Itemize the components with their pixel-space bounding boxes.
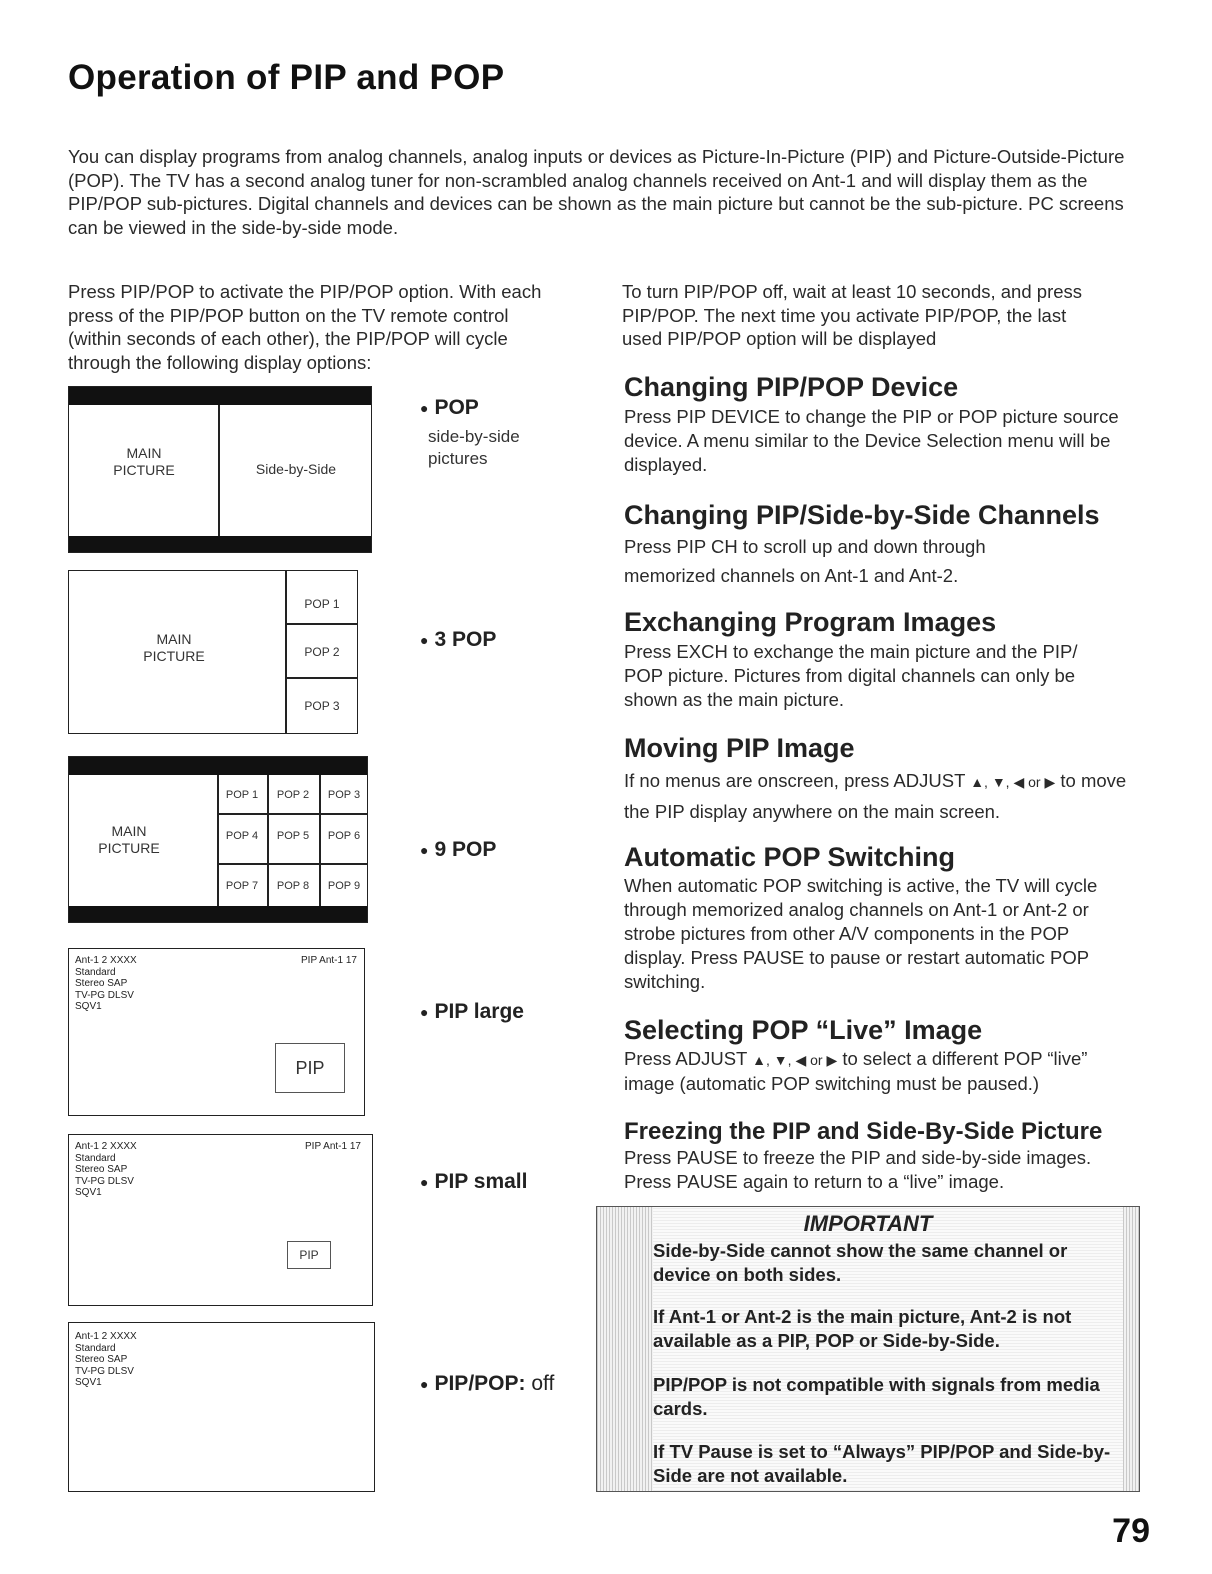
divider (285, 623, 357, 625)
activate-instructions: Press PIP/POP to activate the PIP/POP option. With each press of the PIP/POP button on the TV remote control (within seconds of each other), the PIP/POP will cycle through the following display options: (68, 281, 542, 373)
pip-window: PIP (287, 1241, 331, 1269)
bullet-icon: ● (420, 1004, 429, 1021)
section-body-text: to move the PIP display anywhere on the main screen. (624, 770, 1127, 822)
pop-cell: POP 2 (276, 789, 310, 801)
option-pip-small-label: PIP small (434, 1170, 528, 1193)
intro-paragraph: You can display programs from analog channels, analog inputs or devices as Picture-In-Picture (PIP) and Picture-Outside-Picture (POP). The TV has a second analog tuner for non-scrambled analog channels received on Ant-1 and will display them as the PIP/POP sub-pictures. Digital channels and devices can be shown as the main picture but cannot be the sub-picture. PC screens can be viewed in the side-by-side mode. (68, 146, 1125, 238)
section-body (624, 766, 1134, 826)
section-body: When automatic POP switching is active, the TV will cycle through memorized analog channels on Ant-1 or Ant-2 or strobe pictures from other A/V components in the POP display. Press PAUSE to pause or restart automatic POP switching. (624, 875, 1098, 992)
pop-side-by-side-diagram (68, 386, 372, 553)
main-picture-label: MAIN PICTURE (113, 445, 175, 478)
option-pip-small (420, 1170, 527, 1194)
bullet-icon: ● (420, 1174, 429, 1191)
pop-cell: POP 4 (225, 830, 259, 842)
pop-cell: POP 1 (225, 789, 259, 801)
important-title: IMPORTANT (803, 1211, 933, 1236)
letterbox-top (69, 757, 367, 775)
bullet-icon: ● (420, 632, 429, 649)
section-body: Press PAUSE to freeze the PIP and side-by-side images. Press PAUSE again to return to a “live” image. (624, 1147, 1092, 1192)
important-notice-box (596, 1206, 1140, 1492)
main-picture-label: MAIN PICTURE (98, 823, 160, 856)
bullet-icon: ● (420, 400, 429, 417)
option-pip-large-label: PIP large (434, 1000, 524, 1023)
turn-off-instructions: To turn PIP/POP off, wait at least 10 seconds, and press PIP/POP. The next time you activate PIP/POP, the last used PIP/POP option will be displayed (622, 281, 1083, 349)
adjust-arrows-icon: ▲, ▼, ◀ or ▶ (752, 1052, 838, 1068)
option-pop (420, 396, 479, 420)
decorative-stripe (1123, 1207, 1139, 1491)
pop9-diagram (68, 756, 368, 923)
pip-window: PIP (275, 1043, 345, 1093)
divider (285, 677, 357, 679)
section-body: Press PIP CH to scroll up and down through memorized channels on Ant-1 and Ant-2. (624, 536, 986, 586)
option-3pop (420, 628, 496, 652)
important-item: If Ant-1 or Ant-2 is the main picture, Ant-2 is not available as a PIP, POP or Side-by-Side. (653, 1306, 1072, 1351)
important-item: Side-by-Side cannot show the same channel or device on both sides. (653, 1240, 1068, 1285)
important-item: If TV Pause is set to “Always” PIP/POP and Side-by-Side are not available. (653, 1441, 1111, 1486)
pop3-diagram (68, 570, 358, 734)
section-heading: Exchanging Program Images (624, 607, 997, 637)
option-9pop-label: 9 POP (434, 838, 497, 861)
pop-cell: POP 7 (225, 880, 259, 892)
letterbox-bottom (69, 906, 367, 922)
pop-cell: POP 2 (304, 645, 340, 659)
main-picture-label: MAIN PICTURE (143, 631, 205, 664)
pop-cell: POP 5 (276, 830, 310, 842)
pop-cell: POP 1 (304, 597, 340, 611)
divider (217, 863, 367, 865)
pop-cell: POP 8 (276, 880, 310, 892)
option-9pop (420, 838, 496, 862)
pip-off-diagram (68, 1322, 375, 1492)
decorative-stripe (597, 1207, 653, 1491)
page-number: 79 (1112, 1512, 1150, 1550)
pop-cell: POP 3 (304, 699, 340, 713)
pop-cell: POP 9 (327, 880, 361, 892)
important-item: PIP/POP is not compatible with signals from media cards. (653, 1374, 1100, 1419)
section-heading: Automatic POP Switching (624, 842, 956, 872)
section-body: Press EXCH to exchange the main picture and the PIP/ POP picture. Pictures from digital channels can only be shown as the main picture. (624, 641, 1078, 710)
option-pop-label: POP (434, 396, 479, 419)
section-body: Press PIP DEVICE to change the PIP or POP picture source device. A menu similar to the Device Selection menu will be displayed. (624, 406, 1119, 475)
option-off-label: PIP/POP: (434, 1372, 526, 1395)
channel-info: Ant-1 2 XXXX Standard Stereo SAP TV-PG DLSV SQV1 (75, 1331, 137, 1388)
pip-small-diagram (68, 1134, 373, 1306)
section-heading: Selecting POP “Live” Image (624, 1015, 983, 1045)
bullet-icon: ● (420, 842, 429, 859)
letterbox-bottom (69, 536, 371, 552)
page-title: Operation of PIP and POP (68, 58, 505, 97)
section-heading: Changing PIP/POP Device (624, 372, 959, 402)
pop-cell: POP 6 (327, 830, 361, 842)
pop-cell: POP 3 (327, 789, 361, 801)
option-off-value: off (525, 1372, 555, 1395)
divider (217, 813, 367, 815)
section-body-text: to select a different POP “live” image (automatic POP switching must be paused.) (624, 1048, 1088, 1094)
section-body-text: If no menus are onscreen, press ADJUST (624, 770, 971, 791)
side-by-side-label: Side-by-Side (255, 461, 337, 477)
divider (218, 405, 220, 536)
section-heading: Moving PIP Image (624, 733, 855, 763)
section-heading: Changing PIP/Side-by-Side Channels (624, 500, 1100, 530)
option-pip-large (420, 1000, 524, 1024)
section-body (624, 1047, 1129, 1096)
pip-channel-info: PIP Ant-1 17 (301, 955, 357, 966)
option-pop-sub: side-by-side pictures (428, 427, 520, 468)
channel-info: Ant-1 2 XXXX Standard Stereo SAP TV-PG DLSV SQV1 (75, 955, 137, 1012)
option-3pop-label: 3 POP (434, 628, 497, 651)
pip-channel-info: PIP Ant-1 17 (305, 1141, 361, 1152)
bullet-icon: ● (420, 1376, 429, 1393)
adjust-arrows-icon: ▲, ▼, ◀ or ▶ (970, 774, 1056, 790)
channel-info: Ant-1 2 XXXX Standard Stereo SAP TV-PG DLSV SQV1 (75, 1141, 137, 1198)
section-heading: Freezing the PIP and Side-By-Side Picture (624, 1118, 1103, 1145)
letterbox-top (69, 387, 371, 405)
option-pip-off (420, 1372, 554, 1396)
section-body-text: Press ADJUST (624, 1048, 753, 1069)
pip-large-diagram (68, 948, 365, 1116)
